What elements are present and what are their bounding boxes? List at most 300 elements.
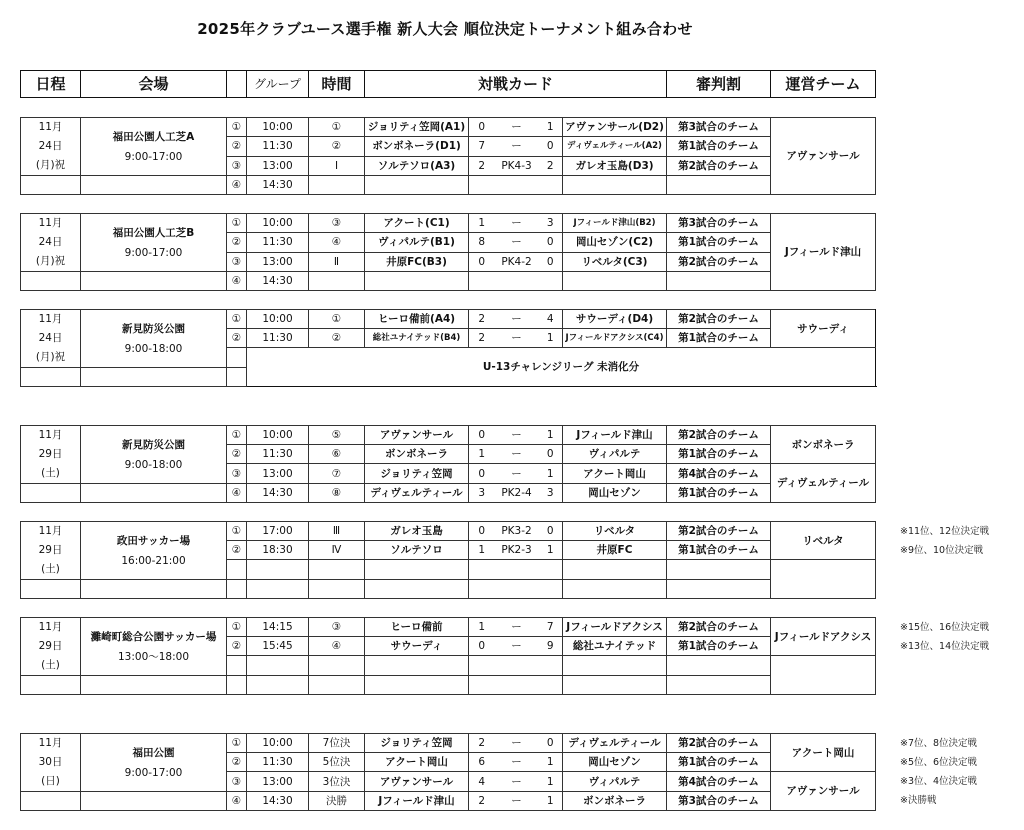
away-score: 9: [539, 637, 563, 656]
home-team: アヴァンサール: [365, 426, 469, 445]
empty-cell: [247, 560, 309, 580]
referee-team: 第3試合のチーム: [667, 792, 771, 811]
score-separator: PK4-2: [495, 252, 539, 271]
referee-team: 第1試合のチーム: [667, 637, 771, 656]
match-slot: ②: [227, 541, 247, 560]
home-team: [365, 176, 469, 195]
header-referee: 審判割: [667, 71, 771, 98]
home-score: 0: [469, 522, 495, 541]
away-team: Jフィールドアクシス(C4): [563, 329, 667, 348]
away-score: 0: [539, 522, 563, 541]
date-month: 11月: [38, 313, 63, 325]
match-slot: ①: [227, 734, 247, 753]
away-team: ディヴェルティール(A2): [563, 137, 667, 156]
empty-cell: [227, 676, 247, 695]
away-score: 1: [539, 464, 563, 484]
kickoff-time: 13:00: [247, 156, 309, 175]
away-team: ガレオ玉島(D3): [563, 156, 667, 175]
schedule-block: [20, 521, 876, 599]
header-date: 日程: [21, 71, 81, 98]
match-group: 3位決: [309, 772, 365, 792]
referee-team: 第2試合のチーム: [667, 252, 771, 271]
empty-cell: [309, 656, 365, 676]
away-score: 1: [539, 541, 563, 560]
empty-cell: [21, 580, 81, 599]
page-title: 2025年クラブユース選手権 新人大会 順位決定トーナメント組み合わせ: [197, 20, 693, 38]
empty-cell: [81, 792, 227, 811]
kickoff-time: 14:30: [247, 792, 309, 811]
empty-cell: [469, 676, 495, 695]
home-score: 0: [469, 637, 495, 656]
match-date: [21, 522, 81, 580]
match-slot: ①: [227, 426, 247, 445]
away-score: 1: [539, 753, 563, 772]
match-slot: ②: [227, 329, 247, 348]
match-date: [21, 426, 81, 484]
empty-cell: [21, 368, 81, 387]
venue-hours: 16:00-21:00: [121, 554, 186, 567]
date-dow: (月)祝: [35, 159, 66, 171]
date-dow: (日): [41, 775, 60, 787]
score-separator: ー: [495, 792, 539, 811]
notice-text: U-13チャレンジリーグ 未消化分: [247, 348, 876, 387]
home-team: 井原FC(B3): [365, 252, 469, 271]
away-team: 総社ユナイテッド: [563, 637, 667, 656]
away-score: 0: [539, 252, 563, 271]
match-date: [21, 118, 81, 176]
table-row: [21, 310, 876, 329]
header-group: グループ: [247, 71, 309, 98]
score-separator: [495, 272, 539, 291]
home-team: ジョリティ笠岡: [365, 464, 469, 484]
match-group: [309, 272, 365, 291]
empty-cell: [495, 676, 539, 695]
match-group: ③: [309, 618, 365, 637]
home-score: 8: [469, 233, 495, 252]
away-team: 井原FC: [563, 541, 667, 560]
away-score: [539, 176, 563, 195]
empty-cell: [21, 676, 81, 695]
empty-cell: [563, 560, 667, 580]
venue-cell: [81, 118, 227, 176]
score-separator: ー: [495, 618, 539, 637]
home-team: ボンボネーラ(D1): [365, 137, 469, 156]
date-dow: (土): [41, 659, 60, 671]
venue-name: 政田サッカー場: [116, 534, 191, 547]
match-note: ※15位、16位決定戦: [900, 622, 990, 633]
venue-name: 灘崎町総合公園サッカー場: [90, 630, 217, 643]
kickoff-time: 14:15: [247, 618, 309, 637]
home-team: アクート岡山: [365, 753, 469, 772]
empty-cell: [539, 676, 563, 695]
date-day: 29日: [38, 544, 63, 556]
schedule-block: [20, 117, 876, 195]
table-row: [21, 676, 876, 695]
empty-cell: [563, 580, 667, 599]
referee-team: 第1試合のチーム: [667, 137, 771, 156]
empty-cell: [81, 580, 227, 599]
kickoff-time: 13:00: [247, 464, 309, 484]
home-score: 0: [469, 118, 495, 137]
table-row: [21, 792, 876, 811]
home-score: 2: [469, 310, 495, 329]
header-venue: 会場: [81, 71, 227, 98]
venue-cell: [81, 734, 227, 792]
schedule-header: [20, 70, 876, 98]
match-note: ※5位、6位決定戦: [900, 757, 978, 768]
home-team: 総社ユナイテッド(B4): [365, 329, 469, 348]
away-team: 岡山セゾン: [563, 484, 667, 503]
score-separator: ー: [495, 214, 539, 233]
home-score: 4: [469, 772, 495, 792]
home-score: 3: [469, 484, 495, 503]
score-separator: PK4-3: [495, 156, 539, 175]
match-date: [21, 618, 81, 676]
match-group: ⑦: [309, 464, 365, 484]
venue-hours: 9:00-17:00: [124, 246, 183, 259]
table-row: [21, 118, 876, 137]
empty-cell: [21, 484, 81, 503]
match-group: Ⅳ: [309, 541, 365, 560]
match-group: ⑤: [309, 426, 365, 445]
referee-team: 第1試合のチーム: [667, 753, 771, 772]
empty-cell: [247, 580, 309, 599]
kickoff-time: 11:30: [247, 329, 309, 348]
match-date: [21, 214, 81, 272]
kickoff-time: 14:30: [247, 272, 309, 291]
home-score: 6: [469, 753, 495, 772]
host-team: リベルタ: [771, 522, 876, 560]
away-score: 0: [539, 445, 563, 464]
venue-hours: 9:00-17:00: [124, 766, 183, 779]
empty-cell: [469, 656, 495, 676]
empty-cell: [469, 580, 495, 599]
kickoff-time: 18:30: [247, 541, 309, 560]
kickoff-time: 13:00: [247, 772, 309, 792]
home-score: 7: [469, 137, 495, 156]
match-note: ※13位、14位決定戦: [900, 641, 990, 652]
referee-team: 第2試合のチーム: [667, 618, 771, 637]
score-separator: ー: [495, 637, 539, 656]
empty-cell: [771, 560, 876, 599]
empty-cell: [21, 176, 81, 195]
empty-cell: [309, 580, 365, 599]
host-team: Jフィールドアクシス: [771, 618, 876, 656]
referee-team: 第2試合のチーム: [667, 310, 771, 329]
table-row: [21, 484, 876, 503]
empty-cell: [247, 656, 309, 676]
empty-cell: [81, 676, 227, 695]
empty-cell: [667, 560, 771, 580]
date-month: 11月: [38, 121, 63, 133]
table-row: [21, 176, 876, 195]
date-day: 24日: [38, 236, 63, 248]
empty-cell: [539, 656, 563, 676]
home-score: 0: [469, 464, 495, 484]
match-slot: ②: [227, 445, 247, 464]
score-separator: [495, 176, 539, 195]
away-team: ボンボネーラ: [563, 792, 667, 811]
empty-cell: [469, 560, 495, 580]
empty-cell: [81, 176, 227, 195]
score-separator: PK2-4: [495, 484, 539, 503]
match-group: ②: [309, 329, 365, 348]
home-team: ヒーロ備前(A4): [365, 310, 469, 329]
empty-cell: [495, 560, 539, 580]
empty-cell: [563, 676, 667, 695]
table-row: [21, 214, 876, 233]
match-group: 5位決: [309, 753, 365, 772]
referee-team: 第1試合のチーム: [667, 484, 771, 503]
away-team: リベルタ: [563, 522, 667, 541]
referee-team: 第3試合のチーム: [667, 118, 771, 137]
date-month: 11月: [38, 429, 63, 441]
host-team: ボンボネーラ: [771, 426, 876, 464]
away-team: サウーディ(D4): [563, 310, 667, 329]
match-group: 決勝: [309, 792, 365, 811]
home-team: ヴィパルテ(B1): [365, 233, 469, 252]
away-score: [539, 272, 563, 291]
schedule-block: [20, 425, 876, 503]
match-slot: ①: [227, 310, 247, 329]
away-team: アヴァンサール(D2): [563, 118, 667, 137]
away-score: 0: [539, 137, 563, 156]
kickoff-time: 10:00: [247, 426, 309, 445]
venue-cell: [81, 310, 227, 368]
date-dow: (土): [41, 467, 60, 479]
venue-name: 福田公園: [132, 746, 175, 759]
home-score: [469, 176, 495, 195]
match-date: [21, 310, 81, 368]
match-group: Ⅲ: [309, 522, 365, 541]
match-group: ④: [309, 233, 365, 252]
date-day: 29日: [38, 448, 63, 460]
empty-cell: [227, 348, 247, 368]
empty-cell: [563, 656, 667, 676]
table-row: [21, 734, 876, 753]
host-team: アクート岡山: [771, 734, 876, 772]
kickoff-time: 10:00: [247, 118, 309, 137]
home-score: 2: [469, 156, 495, 175]
score-separator: ー: [495, 329, 539, 348]
kickoff-time: 11:30: [247, 137, 309, 156]
match-note: ※11位、12位決定戦: [900, 526, 990, 537]
home-score: [469, 272, 495, 291]
match-group: ②: [309, 137, 365, 156]
match-slot: ④: [227, 792, 247, 811]
match-group: ⑥: [309, 445, 365, 464]
empty-cell: [495, 656, 539, 676]
away-team: [563, 176, 667, 195]
match-slot: ④: [227, 272, 247, 291]
away-score: 1: [539, 426, 563, 445]
match-group: ④: [309, 637, 365, 656]
referee-team: 第1試合のチーム: [667, 329, 771, 348]
score-separator: ー: [495, 233, 539, 252]
empty-cell: [81, 484, 227, 503]
referee-team: 第2試合のチーム: [667, 734, 771, 753]
referee-team: [667, 176, 771, 195]
host-team: アヴァンサール: [771, 772, 876, 811]
away-team: リベルタ(C3): [563, 252, 667, 271]
empty-cell: [667, 676, 771, 695]
date-month: 11月: [38, 621, 63, 633]
home-score: 1: [469, 541, 495, 560]
match-slot: ④: [227, 176, 247, 195]
away-score: 2: [539, 156, 563, 175]
empty-cell: [495, 580, 539, 599]
kickoff-time: 11:30: [247, 233, 309, 252]
venue-name: 新見防災公園: [122, 322, 185, 335]
kickoff-time: 10:00: [247, 734, 309, 753]
table-row: [21, 426, 876, 445]
match-slot: ①: [227, 618, 247, 637]
kickoff-time: 14:30: [247, 176, 309, 195]
away-team: Jフィールドアクシス: [563, 618, 667, 637]
venue-cell: [81, 214, 227, 272]
header-host: 運営チーム: [771, 71, 876, 98]
match-group: [309, 176, 365, 195]
match-group: ⑧: [309, 484, 365, 503]
empty-cell: [667, 656, 771, 676]
away-score: 3: [539, 214, 563, 233]
table-row: [21, 618, 876, 637]
schedule-block: [20, 309, 876, 387]
match-note: ※7位、8位決定戦: [900, 738, 978, 749]
referee-team: 第2試合のチーム: [667, 426, 771, 445]
venue-name: 新見防災公園: [122, 438, 185, 451]
home-score: 0: [469, 426, 495, 445]
home-score: 1: [469, 445, 495, 464]
venue-hours: 13:00～18:00: [117, 650, 190, 663]
home-score: 2: [469, 329, 495, 348]
match-slot: ③: [227, 252, 247, 271]
home-score: 0: [469, 252, 495, 271]
referee-team: 第2試合のチーム: [667, 156, 771, 175]
match-slot: ①: [227, 118, 247, 137]
kickoff-time: 11:30: [247, 445, 309, 464]
away-score: 4: [539, 310, 563, 329]
match-slot: ①: [227, 522, 247, 541]
empty-cell: [21, 792, 81, 811]
referee-team: 第1試合のチーム: [667, 445, 771, 464]
away-score: 7: [539, 618, 563, 637]
referee-team: 第1試合のチーム: [667, 233, 771, 252]
away-team: 岡山セゾン(C2): [563, 233, 667, 252]
away-score: 0: [539, 233, 563, 252]
host-team: サウーディ: [771, 310, 876, 348]
home-team: ディヴェルティール: [365, 484, 469, 503]
home-team: [365, 272, 469, 291]
empty-cell: [227, 580, 247, 599]
kickoff-time: 10:00: [247, 310, 309, 329]
empty-cell: [539, 560, 563, 580]
home-score: 2: [469, 734, 495, 753]
match-group: Ⅰ: [309, 156, 365, 175]
header-time: 時間: [309, 71, 365, 98]
score-separator: ー: [495, 426, 539, 445]
away-score: 0: [539, 734, 563, 753]
date-day: 29日: [38, 640, 63, 652]
referee-team: [667, 272, 771, 291]
date-dow: (土): [41, 563, 60, 575]
score-separator: ー: [495, 445, 539, 464]
date-day: 24日: [38, 140, 63, 152]
away-score: 1: [539, 329, 563, 348]
venue-name: 福田公園人工芝B: [112, 226, 195, 239]
table-row: [21, 272, 876, 291]
score-separator: ー: [495, 753, 539, 772]
score-separator: ー: [495, 310, 539, 329]
table-row: [21, 522, 876, 541]
away-team: ヴィパルテ: [563, 445, 667, 464]
kickoff-time: 17:00: [247, 522, 309, 541]
empty-cell: [227, 368, 247, 387]
empty-cell: [771, 656, 876, 695]
schedule-block: [20, 617, 876, 695]
date-dow: (月)祝: [35, 351, 66, 363]
match-slot: ③: [227, 464, 247, 484]
score-separator: ー: [495, 464, 539, 484]
table-row: [21, 580, 876, 599]
home-score: 1: [469, 214, 495, 233]
venue-cell: [81, 522, 227, 580]
date-month: 11月: [38, 525, 63, 537]
venue-cell: [81, 618, 227, 676]
kickoff-time: 13:00: [247, 252, 309, 271]
referee-team: 第4試合のチーム: [667, 772, 771, 792]
venue-hours: 9:00-18:00: [124, 458, 183, 471]
date-day: 30日: [38, 756, 63, 768]
away-team: ディヴェルティール: [563, 734, 667, 753]
empty-cell: [539, 580, 563, 599]
header-match: 対戦カード: [365, 71, 667, 98]
schedule-block: [20, 213, 876, 291]
score-separator: PK2-3: [495, 541, 539, 560]
venue-hours: 9:00-17:00: [124, 150, 183, 163]
date-month: 11月: [38, 737, 63, 749]
match-date: [21, 734, 81, 792]
match-group: Ⅱ: [309, 252, 365, 271]
referee-team: 第4試合のチーム: [667, 464, 771, 484]
date-dow: (月)祝: [35, 255, 66, 267]
home-team: ジョリティ笠岡: [365, 734, 469, 753]
home-team: アクート(C1): [365, 214, 469, 233]
score-separator: ー: [495, 772, 539, 792]
empty-cell: [309, 560, 365, 580]
away-score: 3: [539, 484, 563, 503]
match-note: ※決勝戦: [900, 795, 937, 806]
home-team: ソルテソロ: [365, 541, 469, 560]
score-separator: PK3-2: [495, 522, 539, 541]
match-slot: ③: [227, 772, 247, 792]
empty-cell: [81, 368, 227, 387]
home-team: ソルテソロ(A3): [365, 156, 469, 175]
score-separator: ー: [495, 118, 539, 137]
match-group: ①: [309, 118, 365, 137]
kickoff-time: 14:30: [247, 484, 309, 503]
kickoff-time: 10:00: [247, 214, 309, 233]
home-team: サウーディ: [365, 637, 469, 656]
empty-cell: [227, 656, 247, 676]
home-team: ジョリティ笠岡(A1): [365, 118, 469, 137]
home-score: 1: [469, 618, 495, 637]
empty-cell: [21, 272, 81, 291]
empty-cell: [365, 560, 469, 580]
kickoff-time: 11:30: [247, 753, 309, 772]
match-note: ※9位、10位決定戦: [900, 545, 984, 556]
away-team: アクート岡山: [563, 464, 667, 484]
